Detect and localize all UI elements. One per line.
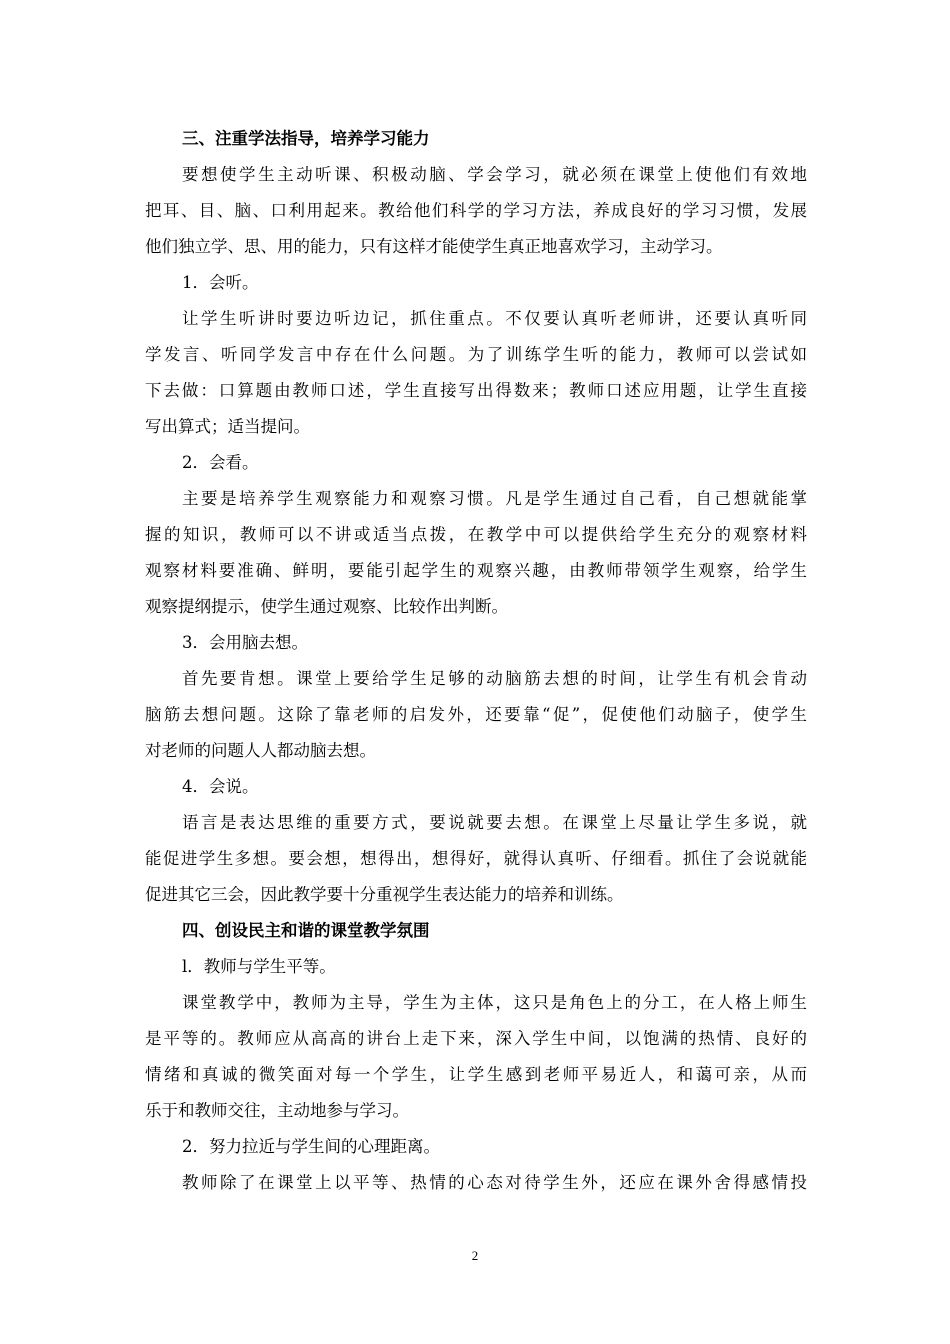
paragraph-line: 课堂教学中，教师为主导，学生为主体，这只是角色上的分工，在人格上师生 [182, 993, 807, 1012]
paragraph-line: 下去做：口算题由教师口述，学生直接写出得数来；教师口述应用题，让学生直接 [145, 381, 807, 400]
subheading-look: 2．会看。 [182, 453, 259, 472]
paragraph-line: 促进其它三会，因此教学要十分重视学生表达能力的培养和训练。 [145, 885, 624, 904]
paragraph-line: 观察提纲提示，使学生通过观察、比较作出判断。 [145, 597, 508, 616]
paragraph-line: 情绪和真诚的微笑面对每一个学生，让学生感到老师平易近人，和蔼可亲，从而 [145, 1065, 807, 1084]
document-body [145, 121, 807, 1201]
paragraph-line: 语言是表达思维的重要方式，要说就要去想。在课堂上尽量让学生多说，就 [182, 813, 807, 832]
paragraph-line: 要想使学生主动听课、积极动脑、学会学习，就必须在课堂上使他们有效地 [182, 165, 807, 184]
paragraph-line: 主要是培养学生观察能力和观察习惯。凡是学生通过自己看，自己想就能掌 [182, 489, 807, 508]
paragraph-line: 握的知识，教师可以不讲或适当点拨，在教学中可以提供给学生充分的观察材料 [145, 525, 807, 544]
paragraph-line: 观察材料要准确、鲜明，要能引起学生的观察兴趣，由教师带领学生观察，给学生 [145, 561, 807, 580]
paragraph-line: 脑筋去想问题。这除了靠老师的启发外，还要靠“促”，促使他们动脑子，使学生 [145, 705, 807, 724]
page-number: 2 [471, 1248, 479, 1263]
paragraph-line: 教师除了在课堂上以平等、热情的心态对待学生外，还应在课外舍得感情投 [182, 1173, 807, 1192]
paragraph-line: 把耳、目、脑、口利用起来。教给他们科学的学习方法，养成良好的学习习惯，发展 [145, 201, 807, 220]
subheading-think: 3．会用脑去想。 [182, 633, 308, 652]
section-heading-4: 四、创设民主和谐的课堂教学氛围 [182, 921, 430, 940]
paragraph-line: 首先要肯想。课堂上要给学生足够的动脑筋去想的时间，让学生有机会肯动 [182, 669, 807, 688]
subheading-listen: 1．会听。 [182, 273, 259, 292]
paragraph-line: 乐于和教师交往，主动地参与学习。 [145, 1101, 409, 1120]
paragraph-line: 学发言、听同学发言中存在什么问题。为了训练学生听的能力，教师可以尝试如 [145, 345, 807, 364]
subheading-speak: 4．会说。 [182, 777, 259, 796]
paragraph-line: 让学生听讲时要边听边记，抓住重点。不仅要认真听老师讲，还要认真听同 [182, 309, 807, 328]
paragraph-line: 能促进学生多想。要会想，想得出，想得好，就得认真听、仔细看。抓住了会说就能 [145, 849, 807, 868]
paragraph-line: 对老师的问题人人都动脑去想。 [145, 741, 376, 760]
subheading-distance: 2．努力拉近与学生间的心理距离。 [182, 1137, 440, 1156]
paragraph-line: 是平等的。教师应从高高的讲台上走下来，深入学生中间，以饱满的热情、良好的 [145, 1029, 807, 1048]
paragraph-line: 他们独立学、思、用的能力，只有这样才能使学生真正地喜欢学习，主动学习。 [145, 237, 723, 256]
paragraph-line: 写出算式；适当提问。 [145, 417, 310, 436]
subheading-equality: l．教师与学生平等。 [182, 957, 336, 976]
section-heading-3: 三、注重学法指导，培养学习能力 [182, 129, 430, 148]
